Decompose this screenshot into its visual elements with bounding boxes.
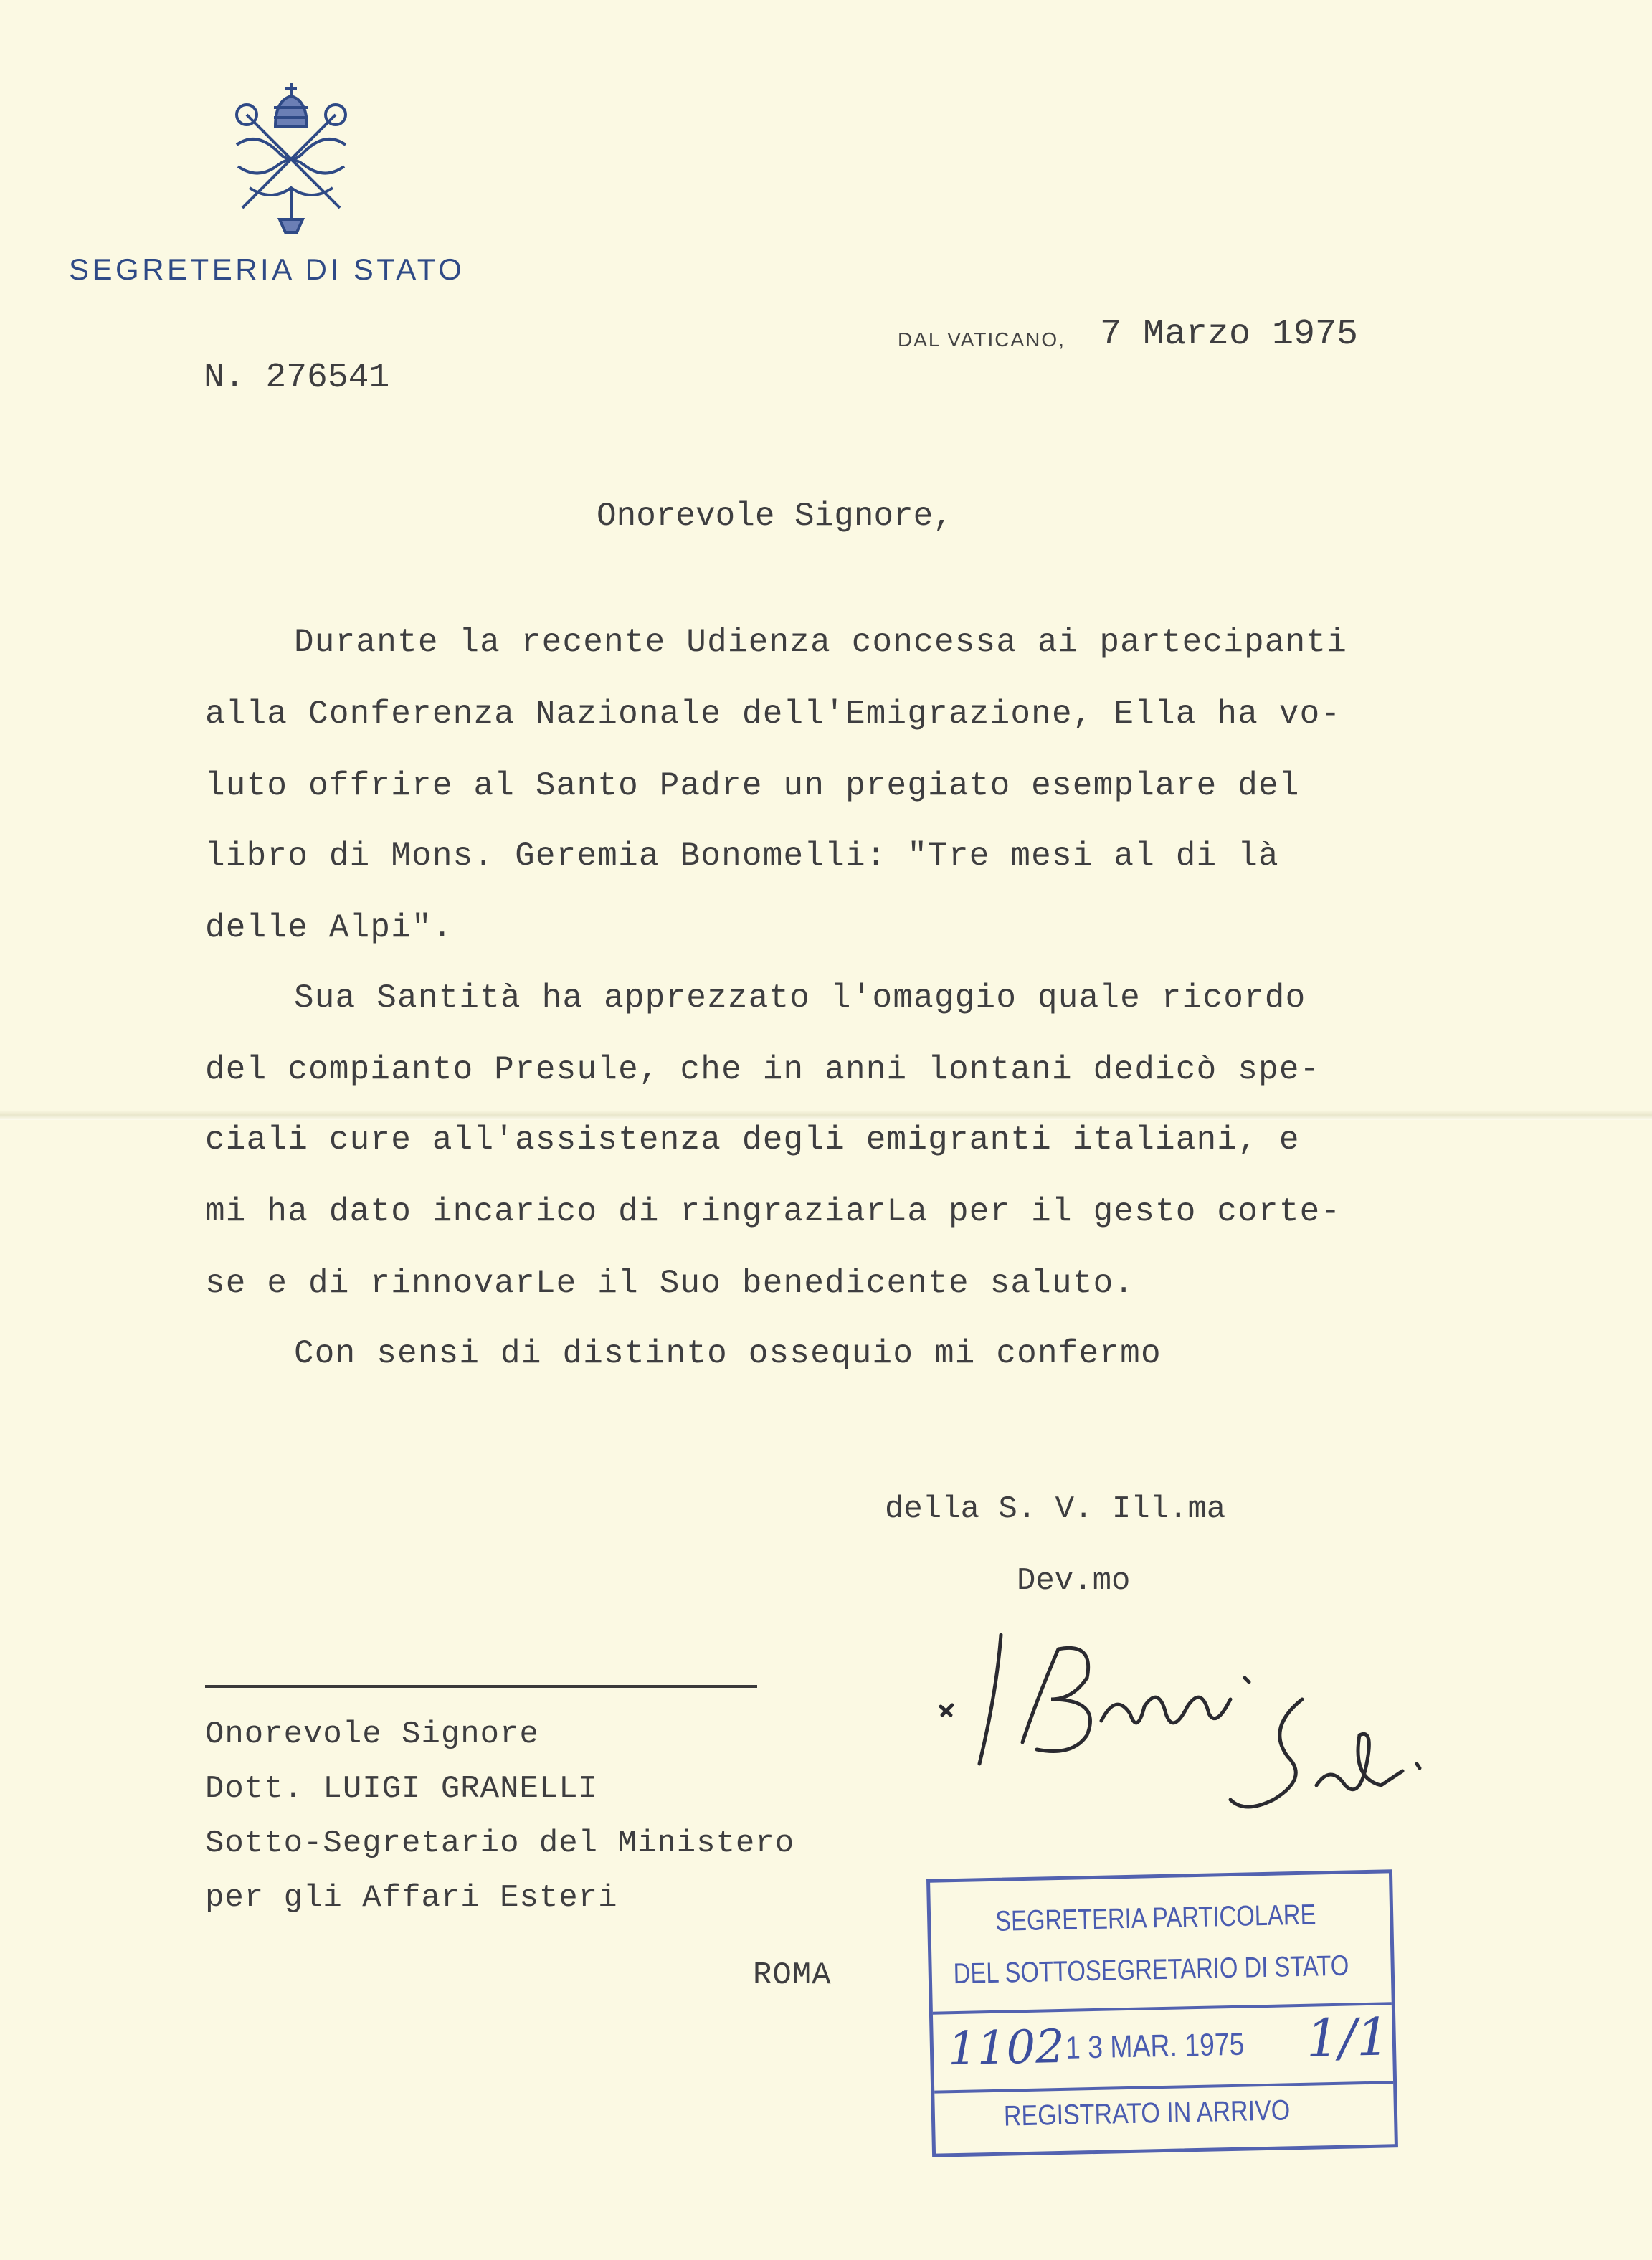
address-separator xyxy=(205,1685,757,1688)
stamp-registration-number: 1102 xyxy=(947,2020,1065,2076)
closing-devoted: Dev.mo xyxy=(1017,1563,1131,1599)
protocol-number: N. 276541 xyxy=(204,359,390,397)
body-line: del compianto Presule, che in anni lontani dedicò spe- xyxy=(205,1051,1321,1088)
stamp-office-line: DEL SOTTOSEGRETARIO DI STATO xyxy=(953,1950,1349,1990)
paper-fold xyxy=(0,1110,1652,1120)
recipient-line: Sotto-Segretario del Ministero xyxy=(205,1825,795,1861)
body-line: luto offrire al Santo Padre un pregiato esemplare del xyxy=(205,767,1300,804)
body-line: Durante la recente Udienza concessa ai partecipanti xyxy=(294,624,1348,661)
body-line: Sua Santità ha apprezzato l'omaggio quale ricordo xyxy=(294,979,1306,1017)
recipient-city: ROMA xyxy=(753,1957,832,1993)
registration-stamp xyxy=(926,1869,1398,2157)
recipient-line: Onorevole Signore xyxy=(205,1717,539,1752)
stamp-date: 1 3 MAR. 1975 xyxy=(1065,2026,1245,2066)
body-line: delle Alpi". xyxy=(205,909,453,946)
body-line: libro di Mons. Geremia Bonomelli: "Tre mesi al di là xyxy=(205,837,1279,875)
body-line: Con sensi di distinto ossequio mi confermo xyxy=(294,1335,1162,1372)
handwritten-signature xyxy=(929,1620,1431,1850)
letterhead-ministry: SEGRETERIA DI STATO xyxy=(69,252,465,286)
body-line: mi ha dato incarico di ringraziarLa per il gesto corte- xyxy=(205,1193,1342,1230)
papal-coat-of-arms-icon xyxy=(228,80,354,235)
stamp-divider xyxy=(934,2081,1393,2093)
stamp-fraction: 1/1 xyxy=(1305,2006,1390,2069)
closing-formula: della S. V. Ill.ma xyxy=(885,1491,1226,1527)
body-line: alla Conferenza Nazionale dell'Emigrazione, Ella ha vo- xyxy=(205,695,1342,733)
place-label: DAL VATICANO, xyxy=(898,328,1065,351)
body-line: se e di rinnovarLe il Suo benedicente saluto. xyxy=(205,1265,1135,1302)
letter-date: 7 Marzo 1975 xyxy=(1100,314,1359,355)
stamp-office-line: SEGRETERIA PARTICOLARE xyxy=(994,1899,1316,1937)
recipient-line: Dott. LUIGI GRANELLI xyxy=(205,1771,599,1807)
stamp-registered-label: REGISTRATO IN ARRIVO xyxy=(1003,2094,1291,2132)
recipient-line: per gli Affari Esteri xyxy=(205,1880,618,1916)
body-line: ciali cure all'assistenza degli emigranti italiani, e xyxy=(205,1121,1300,1159)
salutation: Onorevole Signore, xyxy=(597,498,953,535)
